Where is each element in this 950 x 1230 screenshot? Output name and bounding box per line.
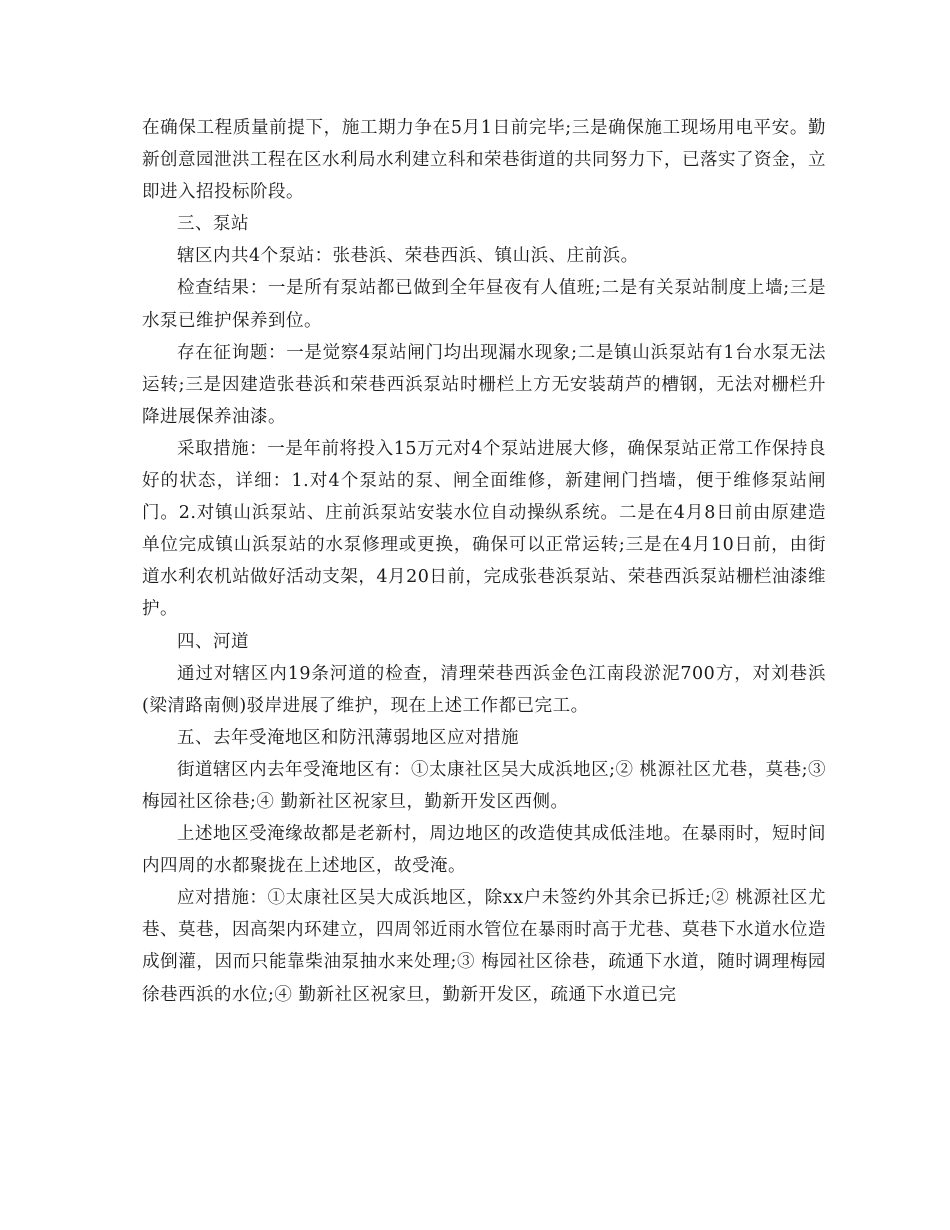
section-heading-pump-stations: 三、泵站	[177, 214, 249, 235]
paragraph-flooding-cause: 上述地区受淹缘故都是老新村，周边地区的改造使其成低洼地。在暴雨时，短时间内四周的水都聚拢在上述地区，故受淹。	[142, 824, 826, 877]
paragraph-existing-problems: 存在征询题：一是觉察4泵站闸门均出现漏水现象;二是镇山浜泵站有1台水泵无法运转;三是因建造张巷浜和荣巷西浜泵站时栅栏上方无安装葫芦的槽钢，无法对栅栏升降进展保养油漆。	[142, 342, 826, 427]
paragraph-pump-station-list: 辖区内共4个泵站：张巷浜、荣巷西浜、镇山浜、庄前浜。	[177, 246, 639, 267]
document-page	[142, 112, 826, 1011]
paragraph-countermeasures: 应对措施：①太康社区吴大成浜地区，除xx户未签约外其余已拆迁;② 桃源社区尤巷、莫巷，因高架内环建立，四周邻近雨水管位在暴雨时高于尤巷、莫巷下水道水位造成倒灌，因而只能靠柴油泵抽水来处理;③ 梅园社区徐巷，疏通下水道，随时调理梅园徐巷西浜的水位;④ 勤新社区祝家旦，勤新开发区，疏通下水道已完	[142, 888, 826, 1005]
section-heading-flooded-areas: 五、去年受淹地区和防汛薄弱地区应对措施	[177, 727, 519, 748]
section-heading-river-channels: 四、河道	[177, 631, 249, 652]
paragraph-flooded-areas-list: 街道辖区内去年受淹地区有：①太康社区吴大成浜地区;② 桃源社区尤巷，莫巷;③ 梅园社区徐巷;④ 勤新社区祝家旦，勤新开发区西侧。	[142, 759, 826, 812]
paragraph-river-inspection: 通过对辖区内19条河道的检查，清理荣巷西浜金色江南段淤泥700方，对刘巷浜(梁清路南侧)驳岸进展了维护，现在上述工作都已完工。	[142, 663, 826, 716]
paragraph-measures: 采取措施：一是年前将投入15万元对4个泵站进展大修，确保泵站正常工作保持良好的状态，详细：1.对4个泵站的泵、闸全面维修，新建闸门挡墙，便于维修泵站闸门。2.对镇山浜泵站、庄前浜泵站安装水位自动操纵系统。二是在4月8日前由原建造单位完成镇山浜泵站的水泵修理或更换，确保可以正常运转;三是在4月10日前，由街道水利农机站做好活动支架，4月20日前，完成张巷浜泵站、荣巷西浜泵站栅栏油漆维护。	[142, 438, 826, 620]
paragraph-1: 在确保工程质量前提下，施工期力争在5月1日前完毕;三是确保施工现场用电平安。勤新创意园泄洪工程在区水利局水利建立科和荣巷街道的共同努力下，已落实了资金，立即进入招投标阶段。	[142, 118, 826, 203]
paragraph-inspection-results: 检查结果：一是所有泵站都已做到全年昼夜有人值班;二是有关泵站制度上墙;三是水泵已维护保养到位。	[142, 278, 826, 331]
